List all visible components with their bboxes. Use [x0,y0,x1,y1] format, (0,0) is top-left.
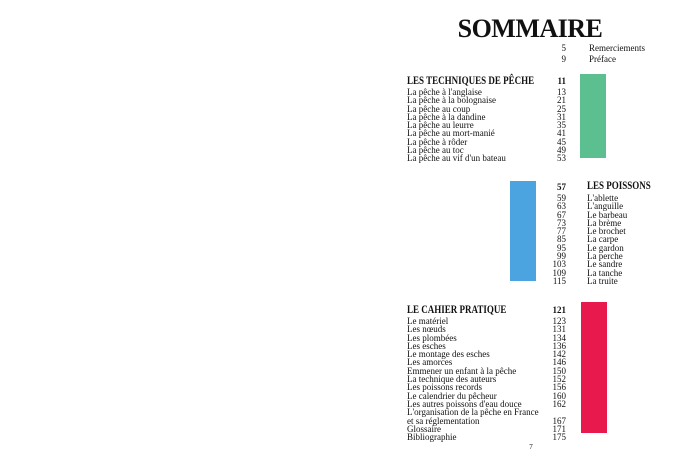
entry-label: Le matériel [407,316,449,326]
entry-label: La pêche au leurre [407,120,474,131]
entry-label: L'ablette [587,193,619,203]
entry-label: Les esches [407,340,446,351]
entry-label: La technique des auteurs [407,374,497,385]
entry-page: 123 [552,316,566,326]
entry-label: Le brochet [587,226,626,237]
section-page: 121 [552,305,566,315]
entry-label: La pêche à rôder [407,136,468,147]
entry-page: 95 [557,242,566,253]
entry-page: 167 [552,415,566,426]
entry-page: 53 [557,153,566,164]
entry-label: La pêche au toc [407,145,464,156]
entry-page: 63 [557,201,566,212]
entry-label: La pêche au vif d'un bateau [407,153,506,164]
entry-page: 175 [552,432,566,443]
section-heading: LES POISSONS [587,178,651,192]
entry-label: La tanche [587,267,623,278]
page-title: SOMMAIRE [457,14,603,43]
entry-page: 85 [557,234,566,245]
entry-label: L'anguille [587,201,624,212]
entry-page: 142 [552,349,566,360]
entry-page: 13 [557,87,566,97]
section-list [536,194,627,285]
entry-label: La truite [587,275,618,286]
entry-label: La pêche au coup [407,103,471,114]
section-color-bar-green [580,74,606,158]
entry-label: Le gardon [587,242,624,253]
entry-label: Emmener un enfant à la pêche [407,365,517,376]
entry-page: 31 [557,111,566,122]
entry-page: 131 [552,324,566,335]
section-list [407,317,566,441]
entry-page: 99 [557,251,566,262]
entry-label: Les amorces [407,357,453,368]
entry-page: 146 [552,357,566,368]
toc-entry [407,154,566,162]
entry-page: 115 [552,275,566,286]
entry-page: 103 [552,259,566,270]
entry-label: La perche [587,251,623,262]
section-color-bar-red [581,302,607,433]
entry-label: La carpe [587,234,619,245]
entry-page: 136 [552,340,566,351]
section-heading: LE CAHIER PRATIQUE [407,302,507,316]
toc-entry [407,433,566,441]
section-heading: LES TECHNIQUES DE PÊCHE [407,73,535,87]
entry-label: Le barbeau [587,209,628,220]
entry-label: et sa réglementation [407,415,480,426]
entry-label: Glossaire [407,423,441,434]
toc-entry [536,277,627,285]
entry-page: 35 [557,120,566,131]
entry-page: 9 [561,54,566,64]
entry-page: 5 [561,43,566,53]
entry-label: La pêche à la dandine [407,111,486,122]
entry-label: Le calendrier du pêcheur [407,390,497,401]
entry-label: Les nœuds [407,324,446,335]
entry-label: Les autres poissons d'eau douce [407,398,522,409]
entry-page: 109 [552,267,566,278]
entry-page: 59 [557,193,566,203]
entry-page: 49 [557,145,566,156]
entry-label: Remerciements [589,43,645,53]
entry-page: 41 [557,128,566,139]
entry-label: L'organisation de la pêche en France [407,407,539,418]
section-color-bar-blue [510,181,536,281]
entry-page: 160 [552,390,566,401]
section-list [407,88,566,163]
entry-page: 67 [557,209,566,220]
entry-label: Préface [589,54,616,64]
entry-label: Bibliographie [407,432,457,443]
entry-page: 73 [557,217,566,228]
section-page: 57 [557,182,566,192]
entry-page: 134 [552,332,566,343]
page-number: 7 [529,443,533,451]
entry-page: 152 [552,374,566,385]
entry-label: La pêche à l'anglaise [407,87,482,97]
entry-page: 171 [552,423,566,434]
entry-label: La brème [587,217,622,228]
entry-label: Le sandre [587,259,623,270]
entry-label: Les poissons records [407,382,482,393]
entry-page: 25 [557,103,566,114]
toc-entry [520,54,616,64]
entry-label: Les plombées [407,332,457,343]
entry-page: 77 [557,226,566,237]
toc-entry [520,43,645,53]
entry-page: 45 [557,136,566,147]
entry-page: 21 [557,95,566,106]
entry-label: La pêche à la bolognaise [407,95,496,106]
entry-page: 150 [552,365,566,376]
entry-page: 162 [552,398,566,409]
entry-label: Le montage des esches [407,349,490,360]
entry-label: La pêche au mort-manié [407,128,495,139]
section-page: 11 [557,76,566,86]
entry-page: 156 [552,382,566,393]
